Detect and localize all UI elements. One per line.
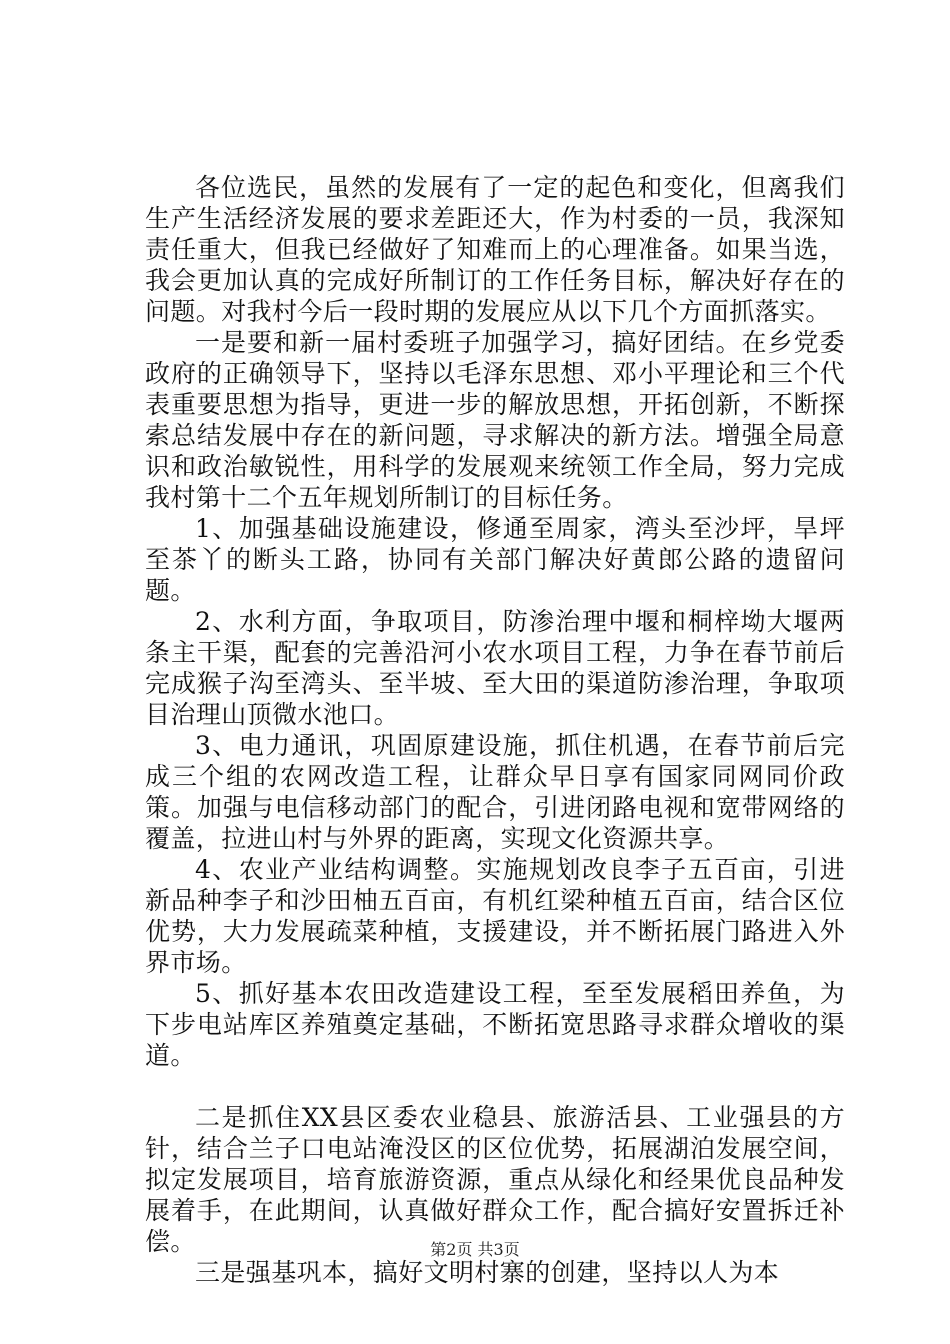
paragraph-item-5: 5、抓好基本农田改造建设工程，至至发展稻田养鱼，为下步电站库区养殖奠定基础，不断拓宽思路寻求群众增收的渠道。 [145, 979, 845, 1070]
paragraph-item-3: 3、电力通讯，巩固原建设施，抓住机遇，在春节前后完成三个组的农网改造工程，让群众早日享有国家同网同价政策。加强与电信移动部门的配合，引进闭路电视和宽带网络的覆盖，拉进山村与外界的距离，实现文化资源共享。 [145, 731, 845, 853]
paragraph-item-1: 1、加强基础设施建设，修通至周家，湾头至沙坪，旱坪至茶丫的断头工路，协同有关部门解决好黄郎公路的遗留问题。 [145, 514, 845, 605]
paragraph-item-2: 2、水利方面，争取项目，防渗治理中堰和桐梓坳大堰两条主干渠，配套的完善沿河小农水项目工程，力争在春节前后完成猴子沟至湾头、至半坡、至大田的渠道防渗治理，争取项目治理山顶微水池口。 [145, 607, 845, 729]
page-number-footer: 第2页 共3页 [430, 1240, 520, 1259]
paragraph-point-two: 二是抓住XX县区委农业稳县、旅游活县、工业强县的方针，结合兰子口电站淹没区的区位优势，拓展湖泊发展空间，拟定发展项目，培育旅游资源，重点从绿化和经果优良品种发展着手，在此期间，认真做好群众工作，配合搞好安置拆迁补偿。 [145, 1103, 845, 1256]
paragraph-point-one: 一是要和新一届村委班子加强学习，搞好团结。在乡党委政府的正确领导下，坚持以毛泽东思想、邓小平理论和三个代表重要思想为指导，更进一步的解放思想，开拓创新，不断探索总结发展中存在的新问题，寻求解决的新方法。增强全局意识和政治敏锐性，用科学的发展观来统领工作全局，努力完成我村第十二个五年规划所制订的目标任务。 [145, 328, 845, 512]
paragraph-item-4: 4、农业产业结构调整。实施规划改良李子五百亩，引进新品种李子和沙田柚五百亩，有机红梁种植五百亩，结合区位优势，大力发展疏菜种植，支援建设，并不断拓展门路进入外界市场。 [145, 855, 845, 977]
document-body [145, 172, 845, 1288]
paragraph-intro: 各位选民，虽然的发展有了一定的起色和变化，但离我们生产生活经济发展的要求差距还大，作为村委的一员，我深知责任重大，但我已经做好了知难而上的心理准备。如果当选，我会更加认真的完成好所制订的工作任务目标，解决好存在的问题。对我村今后一段时期的发展应从以下几个方面抓落实。 [145, 173, 845, 326]
paragraph-point-three: 三是强基巩本，搞好文明村寨的创建，坚持以人为本 [195, 1258, 780, 1287]
